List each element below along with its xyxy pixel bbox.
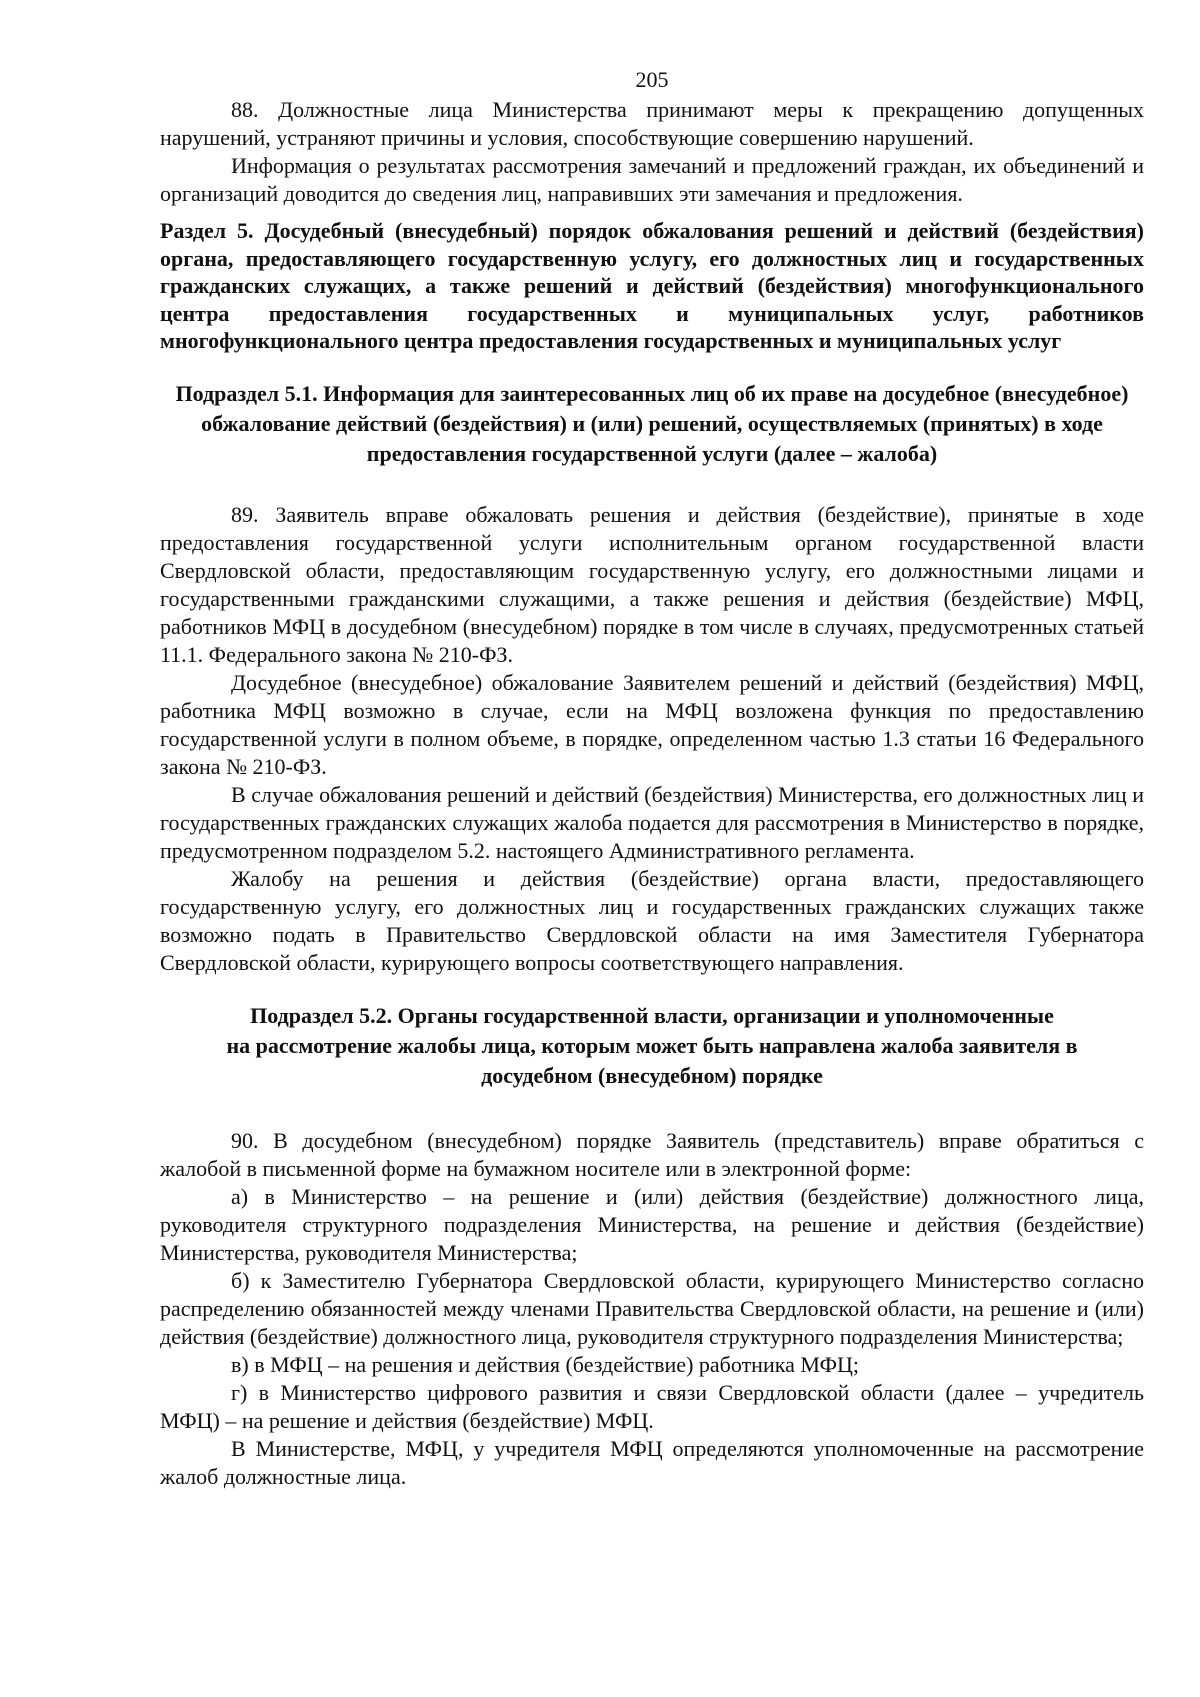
list-item-v: в) в МФЦ – на решения и действия (бездействие) работника МФЦ; xyxy=(231,1351,859,1377)
subsection-5-1-title: Подраздел 5.1. Информация для заинтересованных лиц об их праве на досудебное (внесудебное) обжалование действий (бездействия) и (или) решений, осуществляемых (принятых) в ходе предоставления государственной услуги (далее – жалоба) xyxy=(175,380,1129,466)
paragraph-89: 89. Заявитель вправе обжаловать решения и действия (бездействие), принятые в ходе предоставления государственной услуги исполнительным органом государственной власти Свердловской области, предоставляющим государственную услугу, его должностными лицами и государственными гражданскими служащими, а также решения и действия (бездействие) МФЦ, работников МФЦ в досудебном (внесудебном) порядке в том числе в случаях, предусмотренных статьей 11.1. Федерального закона № 210-ФЗ. xyxy=(160,501,1144,667)
subsection-5-2-title xyxy=(160,1001,1144,1091)
list-item-a: а) в Министерство – на решение и (или) действия (бездействие) должностного лица, руководителя структурного подразделения Министерства, на решение и действия (бездействие) Министерства, руководителя Министерства; xyxy=(160,1183,1144,1265)
paragraph-government-appeal: Жалобу на решения и действия (бездействие) органа власти, предоставляющего государственную услугу, его должностных лиц и государственных гражданских служащих также возможно подать в Правительство Свердловской области на имя Заместителя Губернатора Свердловской области, курирующего вопросы соответствующего направления. xyxy=(160,865,1144,975)
document-page xyxy=(160,66,1144,1491)
list-item-g: г) в Министерство цифрового развития и связи Свердловской области (далее – учредитель МФЦ) – на решение и действия (бездействие) МФЦ. xyxy=(160,1379,1144,1433)
paragraph-ministry-appeal: В случае обжалования решений и действий (бездействия) Министерства, его должностных лиц и государственных гражданских служащих жалоба подается для рассмотрения в Министерство в порядке, предусмотренном подразделом 5.2. настоящего Административного регламента. xyxy=(160,781,1144,863)
subsection-5-2-title-line: Подраздел 5.2. Органы государственной власти, организации и уполномоченные xyxy=(250,1002,1054,1028)
section-5-title: Раздел 5. Досудебный (внесудебный) порядок обжалования решений и действий (бездействия) органа, предоставляющего государственную услугу, его должностных лиц и государственных гражданских служащих, а также решений и действий (бездействия) многофункционального центра предоставления государственных и муниципальных услуг, работников многофункционального центра предоставления государственных и муниципальных услуг xyxy=(160,218,1144,353)
paragraph-90: 90. В досудебном (внесудебном) порядке Заявитель (представитель) вправе обратиться с жалобой в письменной форме на бумажном носителе или в электронной форме: xyxy=(160,1127,1144,1181)
paragraph-results-info: Информация о результатах рассмотрения замечаний и предложений граждан, их объединений и организаций доводится до сведения лиц, направивших эти замечания и предложения. xyxy=(160,153,1144,206)
paragraph-88: 88. Должностные лица Министерства принимают меры к прекращению допущенных нарушений, устраняют причины и условия, способствующие совершению нарушений. xyxy=(160,97,1144,150)
list-item-b: б) к Заместителю Губернатора Свердловской области, курирующего Министерство согласно распределению обязанностей между членами Правительства Свердловской области, на решение и (или) действия (бездействие) должностного лица, руководителя структурного подразделения Министерства; xyxy=(160,1267,1144,1349)
paragraph-mfc-appeal: Досудебное (внесудебное) обжалование Заявителем решений и действий (бездействия) МФЦ, работника МФЦ возможно в случае, если на МФЦ возложена функция по предоставлению государственной услуги в полном объеме, в порядке, определенном частью 1.3 статьи 16 Федерального закона № 210-ФЗ. xyxy=(160,669,1144,779)
page-number: 205 xyxy=(635,67,669,92)
subsection-5-2-title-line: досудебном (внесудебном) порядке xyxy=(481,1062,823,1088)
paragraph-authorized-officials: В Министерстве, МФЦ, у учредителя МФЦ определяются уполномоченные на рассмотрение жалоб должностные лица. xyxy=(160,1435,1144,1489)
subsection-5-2-title-line: на рассмотрение жалобы лица, которым может быть направлена жалоба заявителя в xyxy=(226,1032,1078,1058)
